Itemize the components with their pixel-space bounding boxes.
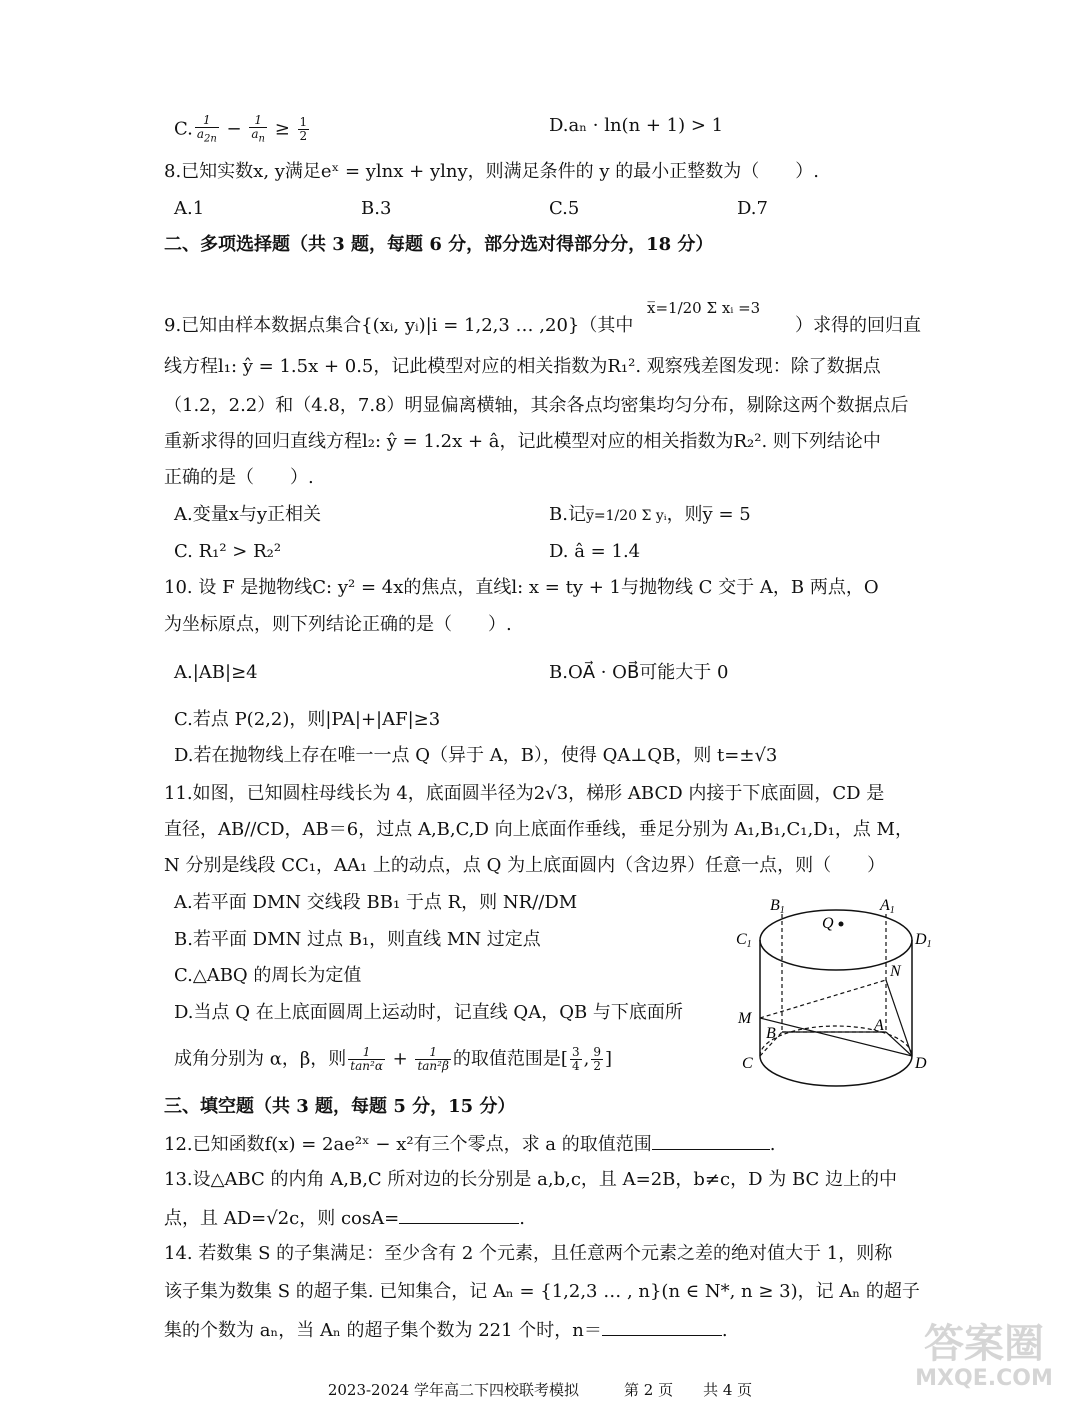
q11-option-a: A.若平面 DMN 交线段 BB₁ 于点 R，则 NR∕∕DM <box>174 892 578 913</box>
label-c: C <box>742 1055 753 1072</box>
md-segment <box>760 1018 912 1056</box>
q8-option-c: C.5 <box>549 198 580 219</box>
q11-option-d-line-2: 成角分别为 α，β，则 $\frac{1}{\text{tan²α}}$ + $\frac{1}{\text{tan²β}}$ 的取值范围是[ $\frac{3}{4}$ , $\frac{9}{2}$ ] <box>174 1045 612 1073</box>
mn-segment <box>760 980 886 1018</box>
q14-line-1: 14. 若数集 S 的子集满足：至少含有 2 个元素，且任意两个元素之差的绝对值大于 1，则称 <box>164 1243 893 1264</box>
q12-answer-blank <box>652 1131 770 1150</box>
q9-line-1b: ）求得的回归直 <box>795 315 921 336</box>
q10-option-a: A.|AB|≥4 <box>174 662 258 683</box>
q8-option-d: D.7 <box>737 198 768 219</box>
q11-line-3: N 分别是线段 CC₁，AA₁ 上的动点，点 Q 为上底面圆内（含边界）任意一点，则（ ） <box>164 855 886 876</box>
q13-line-1: 13.设△ABC 的内角 A,B,C 所对边的长分别是 a,b,c，且 A=2B，b≠c，D 为 BC 边上的中 <box>164 1169 898 1190</box>
bottom-ellipse-back <box>760 1026 912 1056</box>
section-3-heading: 三、填空题（共 3 题，每题 5 分，15 分） <box>164 1096 516 1117</box>
label-d: D <box>915 1055 927 1072</box>
q9-option-b-result: ，则y̅ = 5 <box>666 504 751 525</box>
q12-text: 12.已知函数f(x) = 2ae²ˣ − x²有三个零点，求 a 的取值范围 <box>164 1134 652 1155</box>
q9-option-b <box>549 503 751 528</box>
q9-option-b-formula: y̅=1/20 Σ yᵢ <box>585 508 667 524</box>
q7-option-c: C. $\frac{1}{a_{2n}}$ − $\frac{1}{a_n}$ ≥ $\frac{1}{2}$ <box>174 113 308 145</box>
q14-line-2: 该子集为数集 S 的超子集. 已知集合，记 Aₙ = {1,2,3 … , n}(n ∈ N*, n ≥ 3)，记 Aₙ 的超子 <box>164 1281 920 1302</box>
q9-line-5: 正确的是（ ）. <box>164 467 314 488</box>
q8-option-b: B.3 <box>361 198 392 219</box>
label-a: A <box>874 1017 884 1034</box>
q13-text: 点，且 AD=√2c，则 cosA= <box>164 1208 400 1229</box>
q9-xbar-formula-text: x̅=1/20 Σ xᵢ =3 <box>647 299 761 317</box>
q13-answer-blank <box>399 1205 519 1224</box>
q14-line-3: 集的个数为 aₙ，当 Aₙ 的超子集个数为 221 个时，n＝ . <box>164 1317 728 1343</box>
q14-text: 集的个数为 aₙ，当 Aₙ 的超子集个数为 221 个时，n＝ <box>164 1320 602 1341</box>
q9-line-2: 线方程l₁: ŷ = 1.5x + 0.5，记此模型对应的相关指数为R₁². 观察残差图发现：除了数据点 <box>164 356 881 377</box>
q9-line-1a: 9.已知由样本数据点集合{(xᵢ, yᵢ)|i = 1,2,3 … ,20}（其中 <box>164 315 634 336</box>
q12-line: 12.已知函数f(x) = 2ae²ˣ − x²有三个零点，求 a 的取值范围 . <box>164 1131 776 1157</box>
label-b: B <box>766 1025 776 1042</box>
q10-line-2: 为坐标原点，则下列结论正确的是（ ）. <box>164 614 512 635</box>
top-base-ellipse <box>760 910 912 970</box>
q9-line-4: 重新求得的回归直线方程l₂: ŷ = 1.2x + â，记此模型对应的相关指数为R₂². 则下列结论中 <box>164 431 881 452</box>
watermark-line-2: MXQE.COM <box>915 1366 1053 1391</box>
q11-option-c: C.△ABQ 的周长为定值 <box>174 965 362 986</box>
q9-option-b-label: B.记 <box>549 504 586 525</box>
q9-xbar-formula <box>645 282 780 334</box>
q11-option-d-range-label: 的取值范围是 <box>452 1048 561 1070</box>
section-2-heading: 二、多项选择题（共 3 题，每题 6 分，部分选对得部分分，18 分） <box>164 234 714 255</box>
q10-option-c: C.若点 P(2,2)，则|PA|+|AF|≥3 <box>174 709 441 730</box>
q11-line-1: 11.如图，已知圆柱母线长为 4，底面圆半径为2√3，梯形 ABCD 内接于下底面圆，CD 是 <box>164 783 885 804</box>
q13-line-2: 点，且 AD=√2c，则 cosA= . <box>164 1205 525 1231</box>
q8-option-a: A.1 <box>174 198 205 219</box>
label-a1: A1 <box>880 897 895 916</box>
q11-option-b: B.若平面 DMN 过点 B₁，则直线 MN 过定点 <box>174 929 541 950</box>
label-n: N <box>890 963 901 980</box>
bottom-ellipse-front <box>760 1056 912 1086</box>
q9-line-3: （1.2，2.2）和（4.8，7.8）明显偏离横轴，其余各点均密集均匀分布，剔除这两个数据点后 <box>164 395 909 416</box>
label-q: Q <box>822 915 834 932</box>
q10-option-b: B.OA⃗ · OB⃗可能大于 0 <box>549 662 729 683</box>
label-d1: D1 <box>915 931 932 950</box>
q11-line-2: 直径，AB∕∕CD，AB＝6，过点 A,B,C,D 向上底面作垂线，垂足分别为 A₁,B₁,C₁,D₁，点 M， <box>164 819 913 840</box>
point-q <box>839 922 844 927</box>
q11-option-d-line-1: D.当点 Q 在上底面圆周上运动时，记直线 QA，QB 与下底面所 <box>174 1002 683 1023</box>
q9-option-c: C. R₁² > R₂² <box>174 541 282 562</box>
page-footer: 2023-2024 学年高二下四校联考模拟 第 2 页 共 4 页 <box>327 1381 753 1399</box>
q11-option-d-angles: 成角分别为 α，β，则 <box>174 1048 347 1070</box>
q9-option-a: A.变量x与y正相关 <box>174 504 322 525</box>
label-b1: B1 <box>770 897 785 916</box>
watermark-line-1: 答案圈 <box>924 1321 1044 1367</box>
q10-line-1: 10. 设 F 是抛物线C: y² = 4x的焦点，直线l: x = ty + 1与抛物线 C 交于 A，B 两点，O <box>164 577 879 598</box>
q8-stem: 8.已知实数x, y满足eˣ = ylnx + ylny，则满足条件的 y 的最小正整数为（ ）. <box>164 161 819 182</box>
q9-option-d: D. â = 1.4 <box>549 541 641 562</box>
q7-option-d: D.aₙ · ln(n + 1) > 1 <box>549 115 724 136</box>
label-c1: C1 <box>736 931 752 950</box>
q14-answer-blank <box>602 1317 722 1336</box>
q10-option-d: D.若在抛物线上存在唯一一点 Q（异于 A，B），使得 QA⊥QB，则 t=±√3 <box>174 745 778 766</box>
cylinder-figure <box>730 888 940 1088</box>
label-m: M <box>738 1010 752 1027</box>
